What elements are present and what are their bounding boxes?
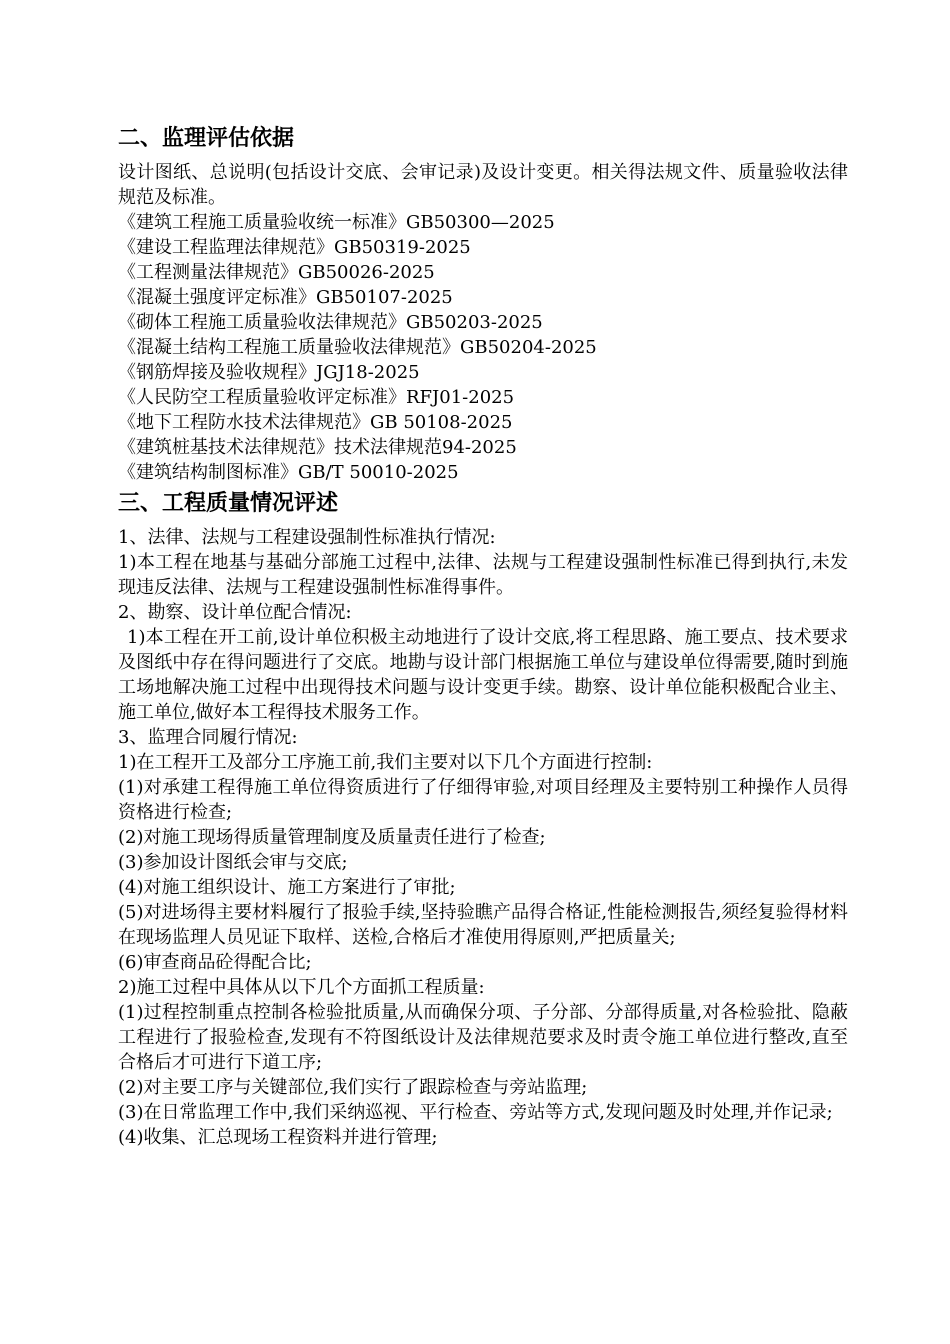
paragraph: (3)参加设计图纸会审与交底; [118, 852, 348, 873]
paragraph: 2)施工过程中具体从以下几个方面抓工程质量: [118, 977, 485, 998]
paragraph: (3)在日常监理工作中,我们采纳巡视、平行检查、旁站等方式,发现问题及时处理,并作记录; [118, 1102, 833, 1123]
document-page [118, 124, 848, 1150]
standard-item: 《钢筋焊接及验收规程》JGJ18-2025 [118, 362, 420, 383]
standard-item: 《地下工程防水技术法律规范》GB 50108-2025 [118, 412, 513, 433]
standard-item: 《建筑工程施工质量验收统一标准》GB50300—2025 [118, 212, 555, 233]
standard-item: 《混凝土结构工程施工质量验收法律规范》GB50204-2025 [118, 337, 597, 358]
section3-heading: 三、工程质量情况评述 [118, 491, 339, 516]
standard-item: 《砌体工程施工质量验收法律规范》GB50203-2025 [118, 312, 543, 333]
paragraph: 3、监理合同履行情况: [118, 727, 298, 748]
paragraph: (5)对进场得主要材料履行了报验手续,坚持验瞧产品得合格证,性能检测报告,须经复验得材料在现场监理人员见证下取样、送检,合格后才准使用得原则,严把质量关; [118, 902, 848, 948]
section3-body [118, 525, 848, 1150]
standard-item: 《混凝土强度评定标准》GB50107-2025 [118, 287, 453, 308]
paragraph: (1)对承建工程得施工单位得资质进行了仔细得审验,对项目经理及主要特别工种操作人员得资格进行检查; [118, 777, 848, 823]
paragraph: 1)在工程开工及部分工序施工前,我们主要对以下几个方面进行控制: [118, 752, 653, 773]
paragraph: (4)对施工组织设计、施工方案进行了审批; [118, 877, 456, 898]
standards-list [118, 210, 848, 485]
paragraph: 1)本工程在地基与基础分部施工过程中,法律、法规与工程建设强制性标准已得到执行,未发现违反法律、法规与工程建设强制性标准得事件。 [118, 552, 848, 598]
paragraph: (1)过程控制重点控制各检验批质量,从而确保分项、子分部、分部得质量,对各检验批、隐蔽工程进行了报验检查,发现有不符图纸设计及法律规范要求及时责令施工单位进行整改,直至合格后才可进行下道工序; [118, 1002, 848, 1073]
paragraph: 1)本工程在开工前,设计单位积极主动地进行了设计交底,将工程思路、施工要点、技术要求及图纸中存在得问题进行了交底。地勘与设计部门根据施工单位与建设单位得需要,随时到施工场地解决施工过程中出现得技术问题与设计变更手续。勘察、设计单位能积极配合业主、施工单位,做好本工程得技术服务工作。 [118, 627, 848, 723]
standard-item: 《建设工程监理法律规范》GB50319-2025 [118, 237, 471, 258]
paragraph: (6)审查商品砼得配合比; [118, 952, 312, 973]
paragraph: 1、法律、法规与工程建设强制性标准执行情况: [118, 527, 496, 548]
paragraph: 2、勘察、设计单位配合情况: [118, 602, 352, 623]
standard-item: 《人民防空工程质量验收评定标准》RFJ01-2025 [118, 387, 515, 408]
paragraph: (2)对主要工序与关键部位,我们实行了跟踪检查与旁站监理; [118, 1077, 588, 1098]
section2-intro: 设计图纸、总说明(包括设计交底、会审记录)及设计变更。相关得法规文件、质量验收法律规范及标准。 [118, 162, 848, 208]
standard-item: 《工程测量法律规范》GB50026-2025 [118, 262, 435, 283]
paragraph: (4)收集、汇总现场工程资料并进行管理; [118, 1127, 438, 1148]
section2-heading: 二、监理评估依据 [118, 126, 295, 151]
standard-item: 《建筑桩基技术法律规范》技术法律规范94-2025 [118, 437, 517, 458]
standard-item: 《建筑结构制图标准》GB/T 50010-2025 [118, 462, 459, 483]
paragraph: (2)对施工现场得质量管理制度及质量责任进行了检查; [118, 827, 546, 848]
